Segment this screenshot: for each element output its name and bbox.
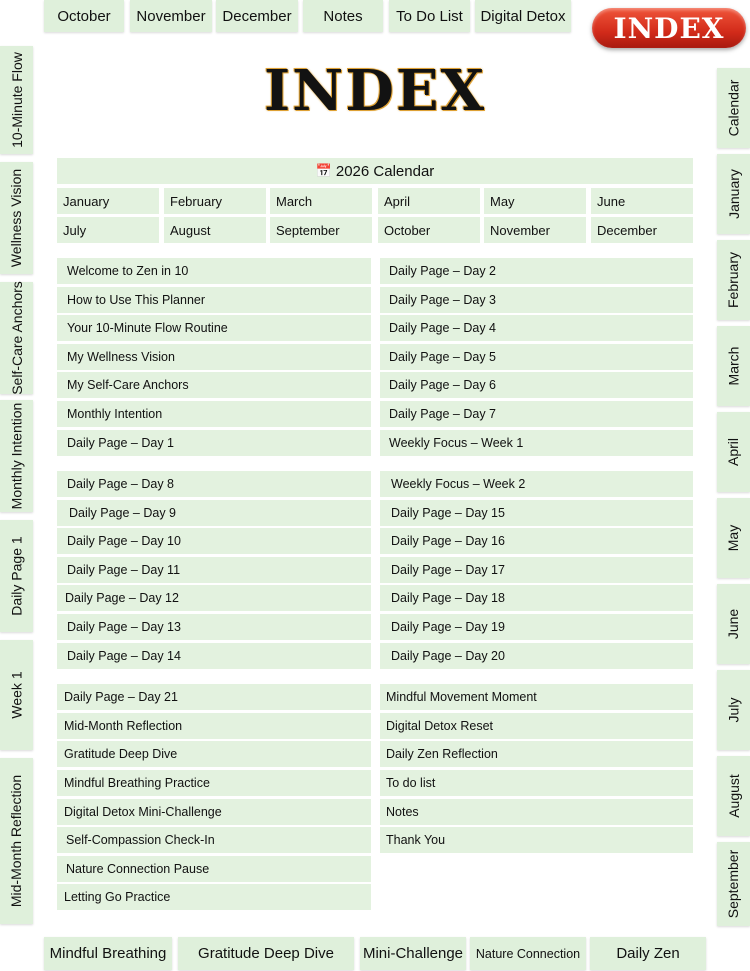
index-link[interactable]: Daily Page – Day 13 <box>57 614 371 640</box>
index-link[interactable]: Daily Page – Day 18 <box>380 585 693 611</box>
calendar-title: 2026 Calendar <box>335 162 435 180</box>
index-link[interactable]: Daily Page – Day 10 <box>57 528 371 554</box>
index-link[interactable]: Daily Page – Day 16 <box>380 528 693 554</box>
right-tab-label: February <box>725 251 742 309</box>
index-link[interactable]: Welcome to Zen in 10 <box>57 258 371 284</box>
left-tab-label: Mid-Month Reflection <box>8 774 25 908</box>
top-tab-november[interactable]: November <box>130 0 212 32</box>
index-link[interactable]: Daily Page – Day 9 <box>57 500 371 526</box>
index-link[interactable]: Weekly Focus – Week 2 <box>380 471 693 497</box>
left-tab-self-care-anchors[interactable] <box>0 282 33 394</box>
right-tab-label: Calendar <box>725 79 742 137</box>
calendar-month-may[interactable]: May <box>484 188 586 214</box>
index-link[interactable]: Daily Page – Day 11 <box>57 557 371 583</box>
calendar-month-january[interactable]: January <box>57 188 159 214</box>
bottom-tab-nature-connection[interactable]: Nature Connection <box>470 937 586 970</box>
calendar-month-december[interactable]: December <box>591 217 693 243</box>
right-tab-february[interactable] <box>717 240 750 320</box>
right-tab-label: July <box>725 697 742 723</box>
page-title: INDEX <box>263 58 487 124</box>
index-link[interactable]: Daily Zen Reflection <box>380 741 693 767</box>
top-tab-december[interactable]: December <box>216 0 298 32</box>
right-tab-april[interactable] <box>717 412 750 492</box>
right-tab-label: March <box>725 346 742 386</box>
index-link[interactable]: Daily Page – Day 19 <box>380 614 693 640</box>
calendar-month-november[interactable]: November <box>484 217 586 243</box>
calendar-month-september[interactable]: September <box>270 217 372 243</box>
index-link[interactable]: Nature Connection Pause <box>57 856 371 882</box>
left-tab-label: 10-Minute Flow <box>8 52 25 148</box>
index-link[interactable]: Gratitude Deep Dive <box>57 741 371 767</box>
index-link[interactable]: Daily Page – Day 20 <box>380 643 693 669</box>
right-tab-january[interactable] <box>717 154 750 234</box>
index-link[interactable]: Your 10-Minute Flow Routine <box>57 315 371 341</box>
left-tab-10-minute-flow[interactable] <box>0 46 33 154</box>
index-link[interactable]: Daily Page – Day 21 <box>57 684 371 710</box>
right-tab-label: January <box>725 169 742 219</box>
calendar-month-october[interactable]: October <box>378 217 480 243</box>
top-tab-notes[interactable]: Notes <box>303 0 383 32</box>
right-tab-label: June <box>725 608 742 640</box>
bottom-tab-mini-challenge[interactable]: Mini-Challenge <box>360 937 466 970</box>
calendar-header[interactable] <box>57 158 693 184</box>
index-badge-button[interactable]: INDEX <box>592 8 746 48</box>
left-tab-wellness-vision[interactable] <box>0 162 33 274</box>
index-link[interactable]: Daily Page – Day 4 <box>380 315 693 341</box>
left-tab-mid-month-reflection[interactable] <box>0 758 33 924</box>
left-tab-daily-page-1[interactable] <box>0 520 33 632</box>
index-link[interactable]: Daily Page – Day 5 <box>380 344 693 370</box>
index-link[interactable]: Digital Detox Reset <box>380 713 693 739</box>
index-link[interactable]: Letting Go Practice <box>57 884 371 910</box>
left-tab-monthly-intention[interactable] <box>0 400 33 512</box>
index-link[interactable]: Daily Page – Day 14 <box>57 643 371 669</box>
right-tab-september[interactable] <box>717 842 750 926</box>
top-tab-to-do-list[interactable]: To Do List <box>389 0 470 32</box>
calendar-month-august[interactable]: August <box>164 217 266 243</box>
index-link[interactable]: To do list <box>380 770 693 796</box>
index-link[interactable]: Weekly Focus – Week 1 <box>380 430 693 456</box>
index-link[interactable]: Thank You <box>380 827 693 853</box>
right-tab-label: September <box>725 849 742 919</box>
right-tab-june[interactable] <box>717 584 750 664</box>
bottom-tab-daily-zen[interactable]: Daily Zen <box>590 937 706 970</box>
top-tab-digital-detox[interactable]: Digital Detox <box>475 0 571 32</box>
index-link[interactable]: Daily Page – Day 15 <box>380 500 693 526</box>
right-tab-july[interactable] <box>717 670 750 750</box>
right-tab-label: August <box>725 774 742 818</box>
calendar-month-april[interactable]: April <box>378 188 480 214</box>
calendar-month-march[interactable]: March <box>270 188 372 214</box>
index-link[interactable]: Daily Page – Day 6 <box>380 372 693 398</box>
calendar-month-july[interactable]: July <box>57 217 159 243</box>
index-link[interactable]: Daily Page – Day 1 <box>57 430 371 456</box>
calendar-month-june[interactable]: June <box>591 188 693 214</box>
right-tab-march[interactable] <box>717 326 750 406</box>
index-link[interactable]: Daily Page – Day 3 <box>380 287 693 313</box>
index-link[interactable]: Mindful Breathing Practice <box>57 770 371 796</box>
bottom-tab-mindful-breathing[interactable]: Mindful Breathing <box>44 937 172 970</box>
left-tab-label: Daily Page 1 <box>8 536 25 616</box>
right-tab-may[interactable] <box>717 498 750 578</box>
index-link[interactable]: How to Use This Planner <box>57 287 371 313</box>
left-tab-label: Wellness Vision <box>8 168 25 268</box>
left-tab-week-1[interactable] <box>0 640 33 750</box>
right-tab-august[interactable] <box>717 756 750 836</box>
index-link[interactable]: Daily Page – Day 2 <box>380 258 693 284</box>
index-link[interactable]: Daily Page – Day 17 <box>380 557 693 583</box>
right-tab-label: May <box>725 524 742 552</box>
top-tab-october[interactable]: October <box>44 0 124 32</box>
index-link[interactable]: Daily Page – Day 12 <box>57 585 371 611</box>
index-link[interactable]: My Self-Care Anchors <box>57 372 371 398</box>
left-tab-label: Self-Care Anchors <box>8 281 25 395</box>
index-link[interactable]: Mindful Movement Moment <box>380 684 693 710</box>
index-link[interactable]: Monthly Intention <box>57 401 371 427</box>
index-link[interactable]: Daily Page – Day 8 <box>57 471 371 497</box>
calendar-icon: 📅 <box>315 163 332 178</box>
index-link[interactable]: Mid-Month Reflection <box>57 713 371 739</box>
index-link[interactable]: My Wellness Vision <box>57 344 371 370</box>
index-link[interactable]: Daily Page – Day 7 <box>380 401 693 427</box>
right-tab-calendar[interactable] <box>717 68 750 148</box>
right-tab-label: April <box>725 437 742 467</box>
index-link[interactable]: Notes <box>380 799 693 825</box>
left-tab-label: Monthly Intention <box>8 402 25 510</box>
index-link[interactable]: Self-Compassion Check-In <box>57 827 371 853</box>
index-link[interactable]: Digital Detox Mini-Challenge <box>57 799 371 825</box>
bottom-tab-gratitude-deep-dive[interactable]: Gratitude Deep Dive <box>178 937 354 970</box>
left-tab-label: Week 1 <box>8 671 25 719</box>
calendar-month-february[interactable]: February <box>164 188 266 214</box>
